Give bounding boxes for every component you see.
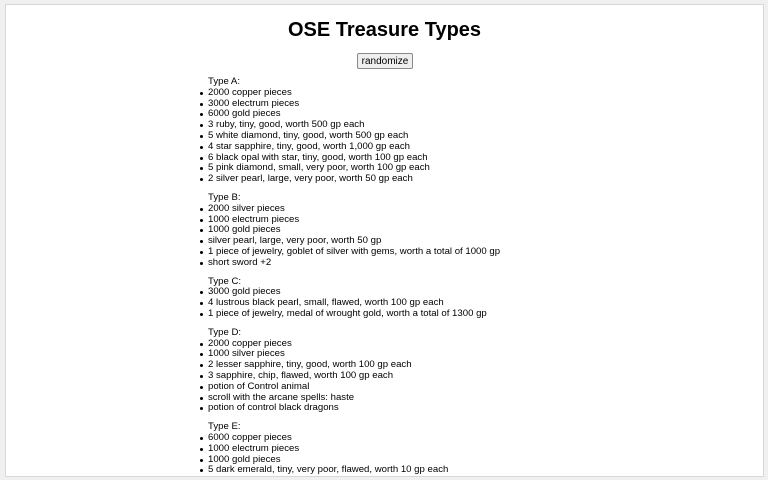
treasure-item: silver pearl, large, very poor, worth 50 gp bbox=[208, 236, 763, 247]
treasure-item: 5 dark emerald, tiny, very poor, flawed, worth 10 gp each bbox=[208, 465, 763, 476]
treasure-item: 3000 electrum pieces bbox=[208, 99, 763, 110]
treasure-type-group bbox=[6, 193, 763, 269]
treasure-type-group bbox=[6, 77, 763, 185]
treasure-item-list bbox=[6, 339, 763, 415]
treasure-item: 1000 gold pieces bbox=[208, 225, 763, 236]
treasure-item: scroll with the arcane spells: haste bbox=[208, 393, 763, 404]
treasure-item: 5 pink diamond, small, very poor, worth 100 gp each bbox=[208, 163, 763, 174]
treasure-item: 1 piece of jewelry, goblet of silver with gems, worth a total of 1000 gp bbox=[208, 247, 763, 258]
treasure-item-list bbox=[6, 287, 763, 319]
treasure-type-group bbox=[6, 277, 763, 320]
treasure-item-list bbox=[6, 88, 763, 185]
treasure-item: 6000 gold pieces bbox=[208, 109, 763, 120]
treasure-item: 2 lesser sapphire, tiny, good, worth 100 gp each bbox=[208, 360, 763, 371]
treasure-item: 3000 gold pieces bbox=[208, 287, 763, 298]
treasure-item: 1000 electrum pieces bbox=[208, 444, 763, 455]
treasure-item: 3 ruby, tiny, good, worth 500 gp each bbox=[208, 120, 763, 131]
treasure-item-list bbox=[6, 204, 763, 269]
treasure-item: 2000 copper pieces bbox=[208, 88, 763, 99]
treasure-item: 4 lustrous black pearl, small, flawed, worth 100 gp each bbox=[208, 298, 763, 309]
treasure-type-label: Type D: bbox=[208, 326, 242, 338]
treasure-type-group bbox=[6, 328, 763, 414]
page-frame bbox=[5, 4, 764, 477]
treasure-item-list bbox=[6, 433, 763, 476]
treasure-item: 1000 silver pieces bbox=[208, 349, 763, 360]
treasure-type-label: Type B: bbox=[208, 191, 241, 203]
treasure-item: 1000 gold pieces bbox=[208, 455, 763, 466]
treasure-item: 1 piece of jewelry, medal of wrought gold, worth a total of 1300 gp bbox=[208, 309, 763, 320]
treasure-item: 3 sapphire, chip, flawed, worth 100 gp each bbox=[208, 371, 763, 382]
treasure-item: 4 star sapphire, tiny, good, worth 1,000 gp each bbox=[208, 142, 763, 153]
treasure-type-label: Type C: bbox=[208, 275, 242, 287]
treasure-type-label: Type A: bbox=[208, 76, 240, 87]
treasure-list bbox=[6, 77, 763, 477]
page-title: OSE Treasure Types bbox=[287, 19, 482, 41]
treasure-item: 5 white diamond, tiny, good, worth 500 gp each bbox=[208, 131, 763, 142]
treasure-item: 2000 silver pieces bbox=[208, 204, 763, 215]
treasure-item: 1000 electrum pieces bbox=[208, 215, 763, 226]
randomize-button[interactable]: randomize bbox=[357, 53, 413, 69]
treasure-item: 2 silver pearl, large, very poor, worth 50 gp each bbox=[208, 174, 763, 185]
treasure-item: 2000 copper pieces bbox=[208, 339, 763, 350]
treasure-item: 6 black opal with star, tiny, good, worth 100 gp each bbox=[208, 153, 763, 164]
treasure-type-label: Type E: bbox=[208, 421, 241, 433]
treasure-item: potion of Control animal bbox=[208, 382, 763, 393]
treasure-type-group bbox=[6, 422, 763, 476]
treasure-item: 6000 copper pieces bbox=[208, 433, 763, 444]
treasure-item: short sword +2 bbox=[208, 258, 763, 269]
treasure-item: potion of control black dragons bbox=[208, 403, 763, 414]
